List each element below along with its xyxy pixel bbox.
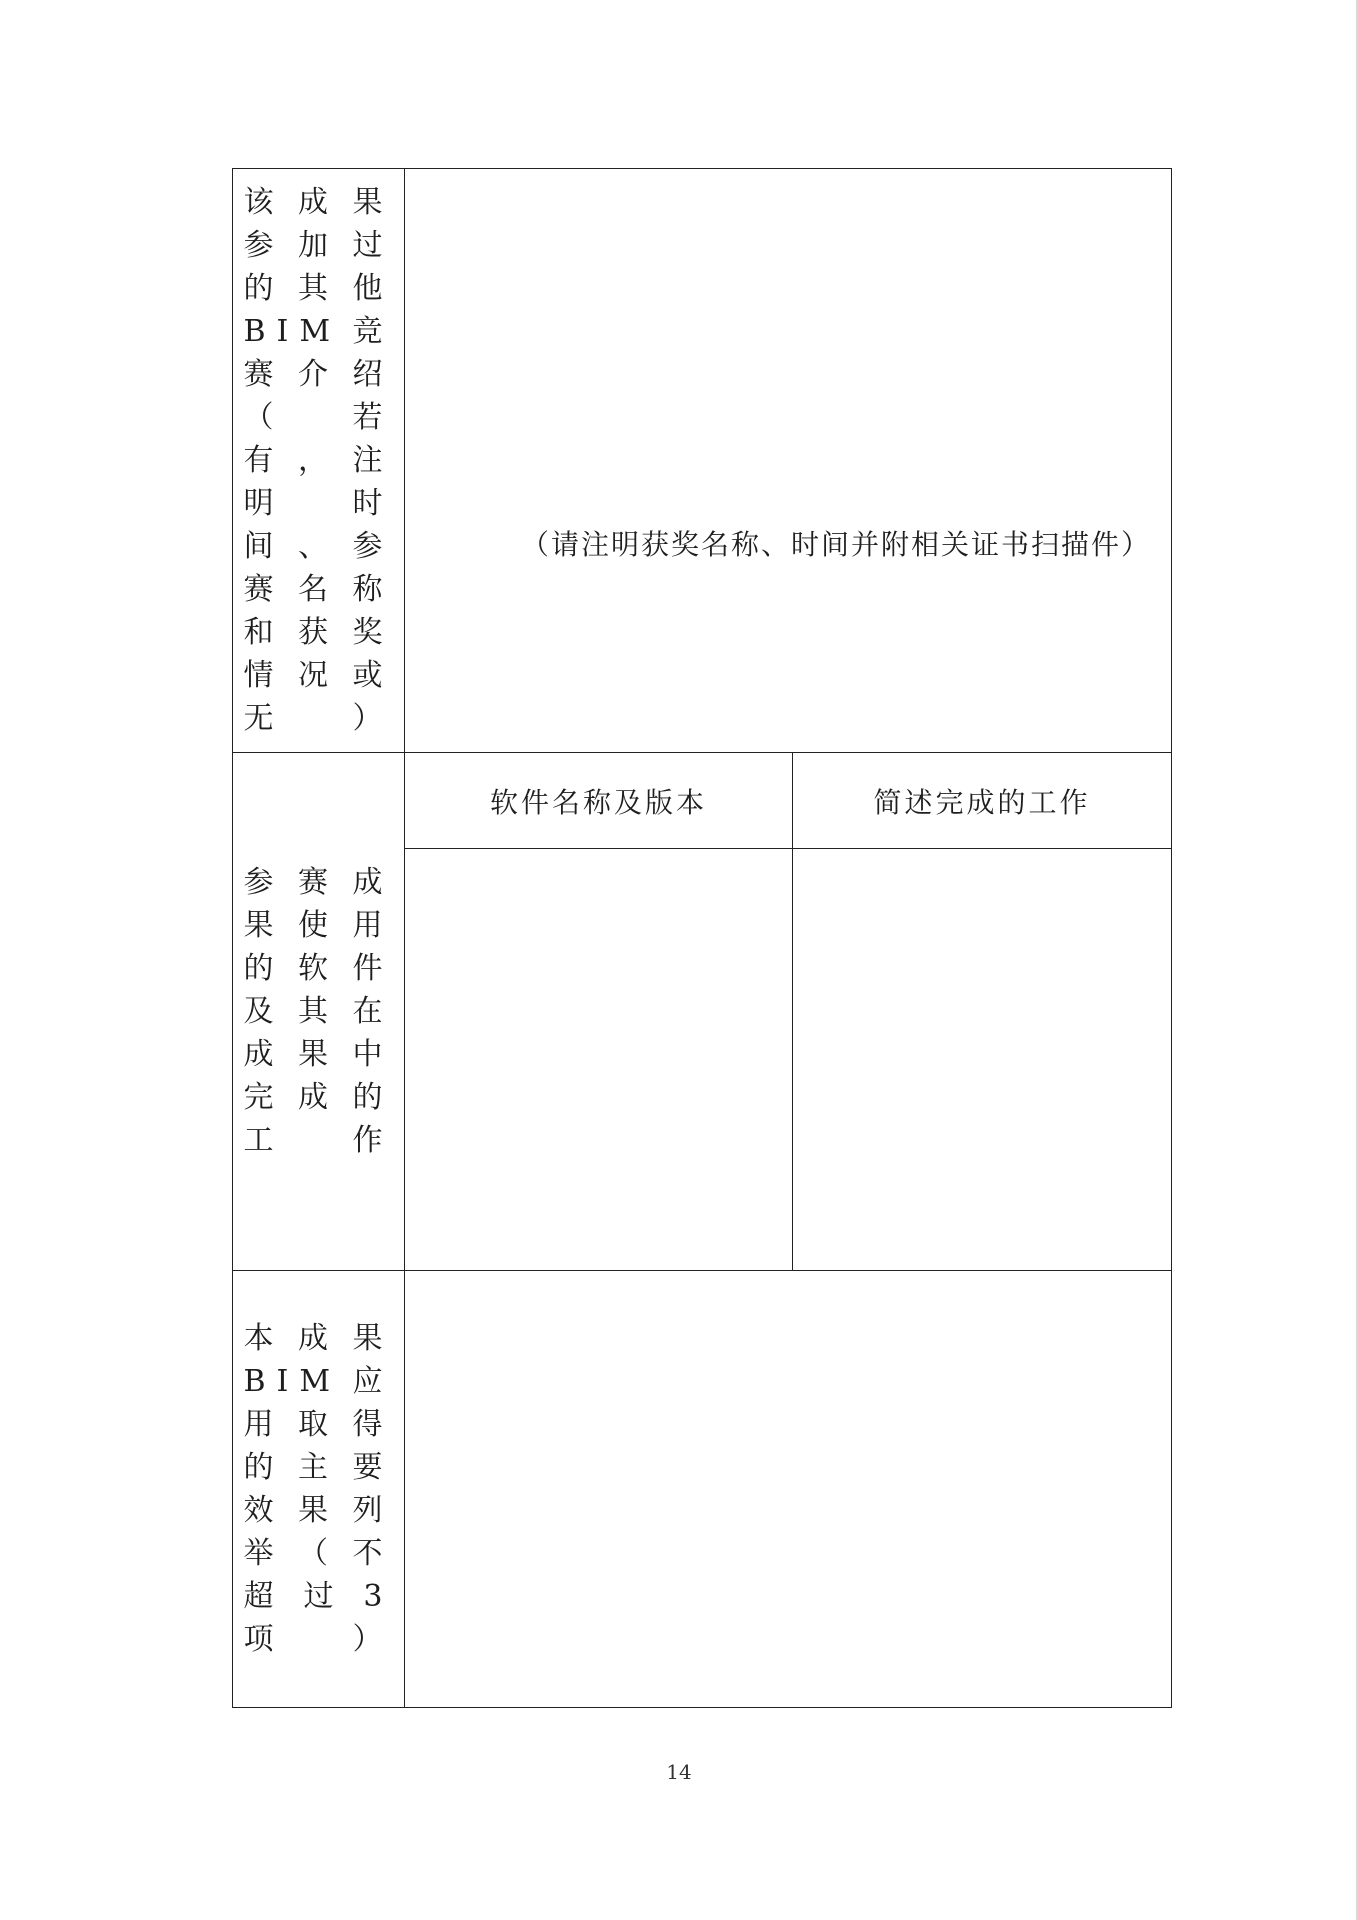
form-row-software-used xyxy=(233,753,1171,1271)
effects-entry-cell[interactable] xyxy=(405,1271,1171,1707)
row-label: 本成果BIM应用取得的主要效果列举（不超过3项） xyxy=(243,1321,394,1657)
page-number: 14 xyxy=(666,1760,692,1784)
software-entry-cell[interactable] xyxy=(405,849,793,1270)
software-subtable xyxy=(405,753,1171,1270)
column-header-software: 软件名称及版本 xyxy=(405,753,793,849)
row-label: 该成果参加过的其他BIM竞赛介绍（若有，注明时间、参赛名称和获奖情况或无） xyxy=(243,185,394,736)
work-entry-cell[interactable] xyxy=(793,849,1171,1270)
form-row-other-competitions xyxy=(233,169,1171,753)
row-label: 参赛成果使用的软件及其在成果中完成的工作 xyxy=(243,865,394,1158)
instruction-note: （请注明获奖名称、时间并附相关证书扫描件） xyxy=(520,528,1151,561)
label-cell xyxy=(233,753,405,1270)
form-table xyxy=(232,168,1172,1708)
content-cell xyxy=(405,169,1171,752)
label-cell xyxy=(233,1271,405,1707)
form-row-main-effects xyxy=(233,1271,1171,1707)
label-cell xyxy=(233,169,405,752)
column-header-work: 简述完成的工作 xyxy=(793,753,1171,849)
content-cell xyxy=(405,753,1171,1270)
